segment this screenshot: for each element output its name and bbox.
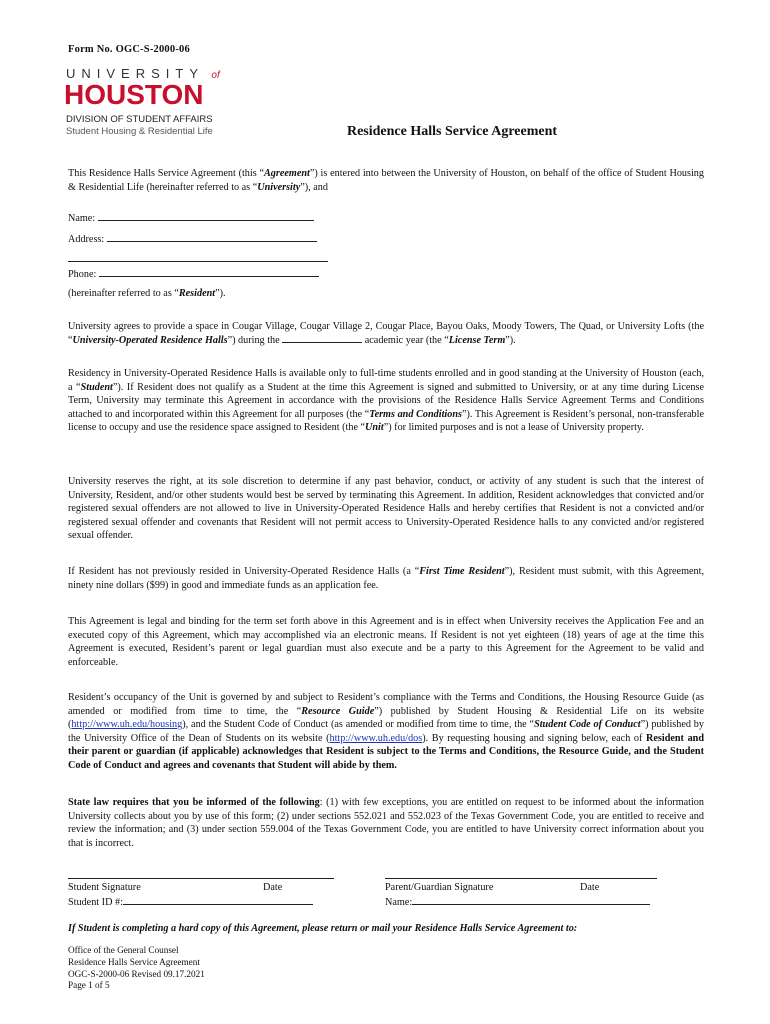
phone-input-line[interactable] (99, 276, 319, 277)
address-input-line-2[interactable] (68, 261, 328, 262)
form-number: Form No. OGC-S-2000-06 (68, 44, 190, 55)
student-signature-label: Student Signature (68, 882, 141, 893)
intro-paragraph: This Residence Halls Service Agreement (this “Agreement”) is entered into between the University of Houston, on behalf of the office of Student Housing & Residential Life (hereinafter referred to as “University”), and (68, 168, 704, 193)
rights-paragraph: University reserves the right, at its sole discretion to determine if any past behavior, conduct, or activity of any student is such that the interest of University, Resident, and/or other students would best be served by terminating this Agreement. In addition, Resident acknowledges that convicted and/or registered sexual offenders are not allowed to live in University-Operated Residence Halls and hereby certifies that Resident is not a convicted and/or registered sexual offender and covenants that Resident will not permit access to University-Operated Residence halls to any convicted and/or registered sexual offender. (68, 476, 704, 542)
student-id-row: Student ID #: (68, 897, 313, 908)
student-signature-line[interactable] (68, 878, 334, 879)
resident-definition: (hereinafter referred to as “Resident”). (68, 288, 226, 299)
logo-division-text: DIVISION OF STUDENT AFFAIRS (66, 114, 213, 125)
logo-houston-text: HOUSTON (64, 79, 204, 110)
dos-link[interactable]: http://www.uh.edu/dos (329, 732, 423, 744)
parent-name-input-line[interactable] (412, 904, 650, 905)
academic-year-input-line[interactable] (282, 342, 362, 343)
logo-subtitle-text: Student Housing & Residential Life (66, 126, 213, 137)
name-input-line[interactable] (98, 220, 314, 221)
footer-revision: OGC-S-2000-06 Revised 09.17.2021 (68, 968, 205, 979)
footer-office: Office of the General Counsel (68, 945, 179, 955)
student-date-label: Date (263, 882, 283, 893)
residency-paragraph: Residency in University-Operated Residence Halls is available only to full-time students enrolled and in good standing at the University of Houston (each, a “Student”). If Resident does not qualify as a Student at the time this Agreement is signed and submitted to University, or at any time during License Term, University may terminate this Agreement in accordance with the provisions of the Residence Halls Service Agreement Terms and Conditions attached to and incorporated within this Agreement for all purposes (the “Terms and Conditions”). This Agreement is Resident’s personal, non-transferable license to occupy and use the residence space assigned to Resident (the “Unit”) for limited purposes and is not a lease of University property. (68, 368, 704, 434)
parent-signature-line[interactable] (385, 878, 657, 879)
state-law-paragraph: State law requires that you be informed of the following: (1) with few exceptions, you are entitled on request to be informed about the information University collects about you by use of this form; (2) under sections 552.021 and 552.023 of the Texas Government Code, you are entitled to receive and review the information; and (3) under section 559.004 of the Texas Government Code, you are entitled to have University correct information about you that is incorrect. (68, 797, 704, 849)
phone-field-row: Phone: (68, 269, 319, 280)
address-field-row: Address: (68, 234, 317, 245)
parent-date-label: Date (580, 882, 600, 893)
document-title: Residence Halls Service Agreement (346, 124, 558, 139)
occupancy-paragraph: Resident’s occupancy of the Unit is governed by and subject to Resident’s compliance with the Terms and Conditions, the Housing Resource Guide (as amended or modified from time to time, the “Resource Guide”) published by Student Housing & Residential Life on its website (http://www.uh.edu/housing), and the Student Code of Conduct (as amended or modified from time to time, the “Student Code of Conduct”) published by the University Office of the Dean of Students on its website (http://www.uh.edu/dos). By requesting housing and signing below, each of Resident and their parent or guardian (if applicable) acknowledges that Resident is subject to the Terms and Conditions, the Resource Guide, and the Student Code of Conduct and agrees and covenants that Student will abide by them. (68, 692, 705, 771)
footer-page-number: Page 1 of 5 (68, 980, 110, 991)
return-instructions: If Student is completing a hard copy of this Agreement, please return or mail your Residence Halls Service Agreement to: (68, 923, 578, 934)
parent-name-row: Name: (385, 897, 650, 908)
first-time-resident-paragraph: If Resident has not previously resided in University-Operated Residence Halls (a “First Time Resident”), Resident must submit, with this Agreement, ninety nine dollars ($99) in good and immediate funds as an application fee. (68, 566, 704, 591)
name-field-row: Name: (68, 213, 314, 224)
logo-university-text: UNIVERSITY of (66, 66, 220, 81)
legal-paragraph: This Agreement is legal and binding for the term set forth above in this Agreement and is in effect when University receives the Application Fee and an executed copy of this Agreement, which may accomplished via an electronic means. If Resident is not yet eighteen (18) years of age at the time this Agreement is executed, Resident’s parent or legal guardian must also execute and be a party to this Agreement for the Agreement to be valid and enforceable. (68, 616, 704, 668)
housing-link[interactable]: http://www.uh.edu/housing (71, 719, 183, 731)
parent-signature-label: Parent/Guardian Signature (385, 882, 494, 893)
space-paragraph: University agrees to provide a space in Cougar Village, Cougar Village 2, Cougar Place, Bayou Oaks, Moody Towers, The Quad, or University Lofts (the “University-Operated Residence Halls”) during the academic year (the “License Term”). (68, 321, 704, 346)
address-input-line[interactable] (107, 241, 317, 242)
student-id-input-line[interactable] (123, 904, 313, 905)
footer (68, 945, 205, 992)
footer-document-name: Residence Halls Service Agreement (68, 956, 200, 967)
